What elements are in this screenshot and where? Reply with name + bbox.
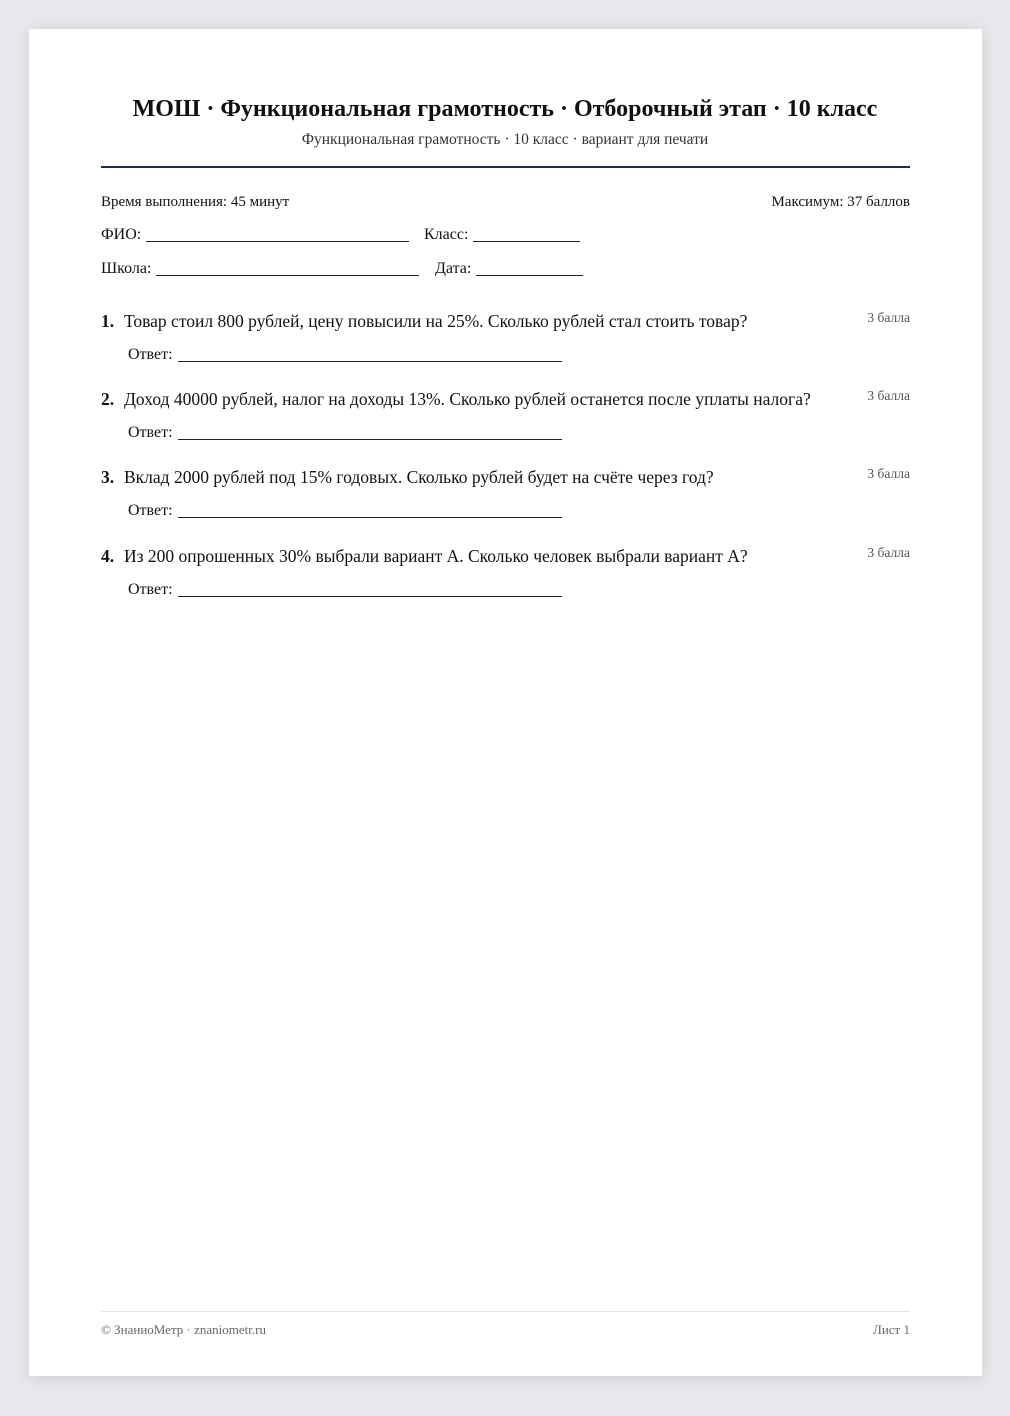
answer-label: Ответ: [128, 424, 173, 441]
question-text: Из 200 опрошенных 30% выбрали вариант А. Сколько человек выбрали вариант А? [124, 546, 748, 566]
date-label: Дата: [435, 260, 472, 277]
page-title: МОШ · Функциональная грамотность · Отборочный этап · 10 класс [132, 96, 878, 122]
header-divider [101, 166, 910, 168]
question-4 [101, 545, 910, 598]
question-points: 3 балла [867, 388, 910, 403]
answer-blank-line [178, 347, 562, 362]
class-blank-line [473, 227, 580, 242]
class-field [424, 225, 580, 245]
footer-copyright: © ЗнаниоМетр · znaniometr.ru [101, 1322, 266, 1337]
footer-sheet-number: Лист 1 [873, 1322, 910, 1337]
question-text: Доход 40000 рублей, налог на доходы 13%. Сколько рублей останется после уплаты налога? [124, 389, 811, 409]
page-subtitle: Функциональная грамотность · 10 класс · вариант для печати [301, 131, 709, 148]
question-2 [101, 388, 910, 441]
answer-label: Ответ: [128, 346, 173, 363]
answer-blank-line [178, 582, 562, 597]
answer-field [128, 501, 562, 521]
question-points: 3 балла [867, 466, 910, 481]
school-field [101, 259, 419, 279]
answer-label: Ответ: [128, 502, 173, 519]
answer-blank-line [178, 503, 562, 518]
school-blank-line [156, 261, 419, 276]
name-blank-line [146, 227, 409, 242]
date-field [435, 259, 583, 279]
question-3 [101, 466, 910, 519]
answer-field [128, 423, 562, 443]
question-1 [101, 310, 910, 363]
answer-label: Ответ: [128, 581, 173, 598]
question-number: 2. [101, 389, 115, 409]
name-label: ФИО: [101, 226, 142, 243]
name-field [101, 225, 409, 245]
question-text: Вклад 2000 рублей под 15% годовых. Сколько рублей будет на счёте через год? [124, 467, 714, 487]
class-label: Класс: [424, 226, 469, 243]
question-number: 1. [101, 311, 115, 331]
footer-divider [101, 1311, 910, 1312]
max-score: Максимум: 37 баллов [771, 194, 910, 210]
answer-field [128, 580, 562, 600]
question-number: 3. [101, 467, 115, 487]
answer-field [128, 345, 562, 365]
school-label: Школа: [101, 260, 152, 277]
date-blank-line [476, 261, 583, 276]
question-points: 3 балла [867, 545, 910, 560]
time-limit: Время выполнения: 45 минут [101, 194, 290, 210]
answer-blank-line [178, 425, 562, 440]
question-text: Товар стоил 800 рублей, цену повысили на 25%. Сколько рублей стал стоить товар? [124, 311, 748, 331]
question-points: 3 балла [867, 310, 910, 325]
question-number: 4. [101, 546, 115, 566]
